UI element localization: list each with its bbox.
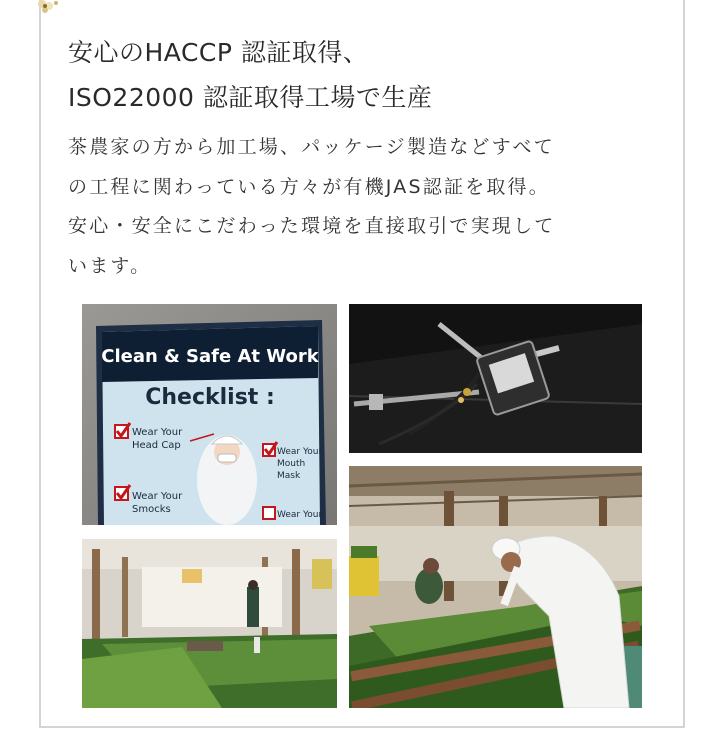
sign-item-3: Wear Your — [277, 447, 323, 457]
sign-title: Clean & Safe At Work — [101, 346, 319, 367]
sign-item-6: Wear Your — [132, 491, 183, 502]
description-text — [68, 128, 668, 286]
sign-subtitle: Checklist : — [145, 385, 275, 410]
sign-item-4: Mouth — [277, 459, 306, 469]
sign-item-7: Smocks — [132, 504, 171, 515]
section-heading — [68, 30, 668, 120]
heading-line-2: ISO22000 認証取得工場で生産 — [68, 83, 433, 112]
tea-withering-room-photo — [82, 539, 337, 708]
flower-decoration — [28, 0, 68, 18]
tea-factory-worker-photo — [349, 466, 642, 708]
description-line-4: います。 — [68, 254, 152, 277]
sign-item-5: Mask — [277, 471, 301, 481]
sign-item-2: Head Cap — [132, 440, 181, 451]
checklist-sign-photo — [82, 304, 337, 525]
sign-item-8: Wear Your — [277, 510, 323, 520]
sign-item-1: Wear Your — [132, 427, 183, 438]
description-line-3: 安心・安全にこだわった環境を直接取引で実現して — [68, 215, 556, 237]
description-line-1: 茶農家の方から加工場、パッケージ製造などすべて — [68, 136, 555, 158]
printer-machine-photo — [349, 304, 642, 453]
description-line-2: の工程に関わっている方々が有機JAS認証を取得。 — [68, 175, 550, 198]
heading-line-1: 安心のHACCP 認証取得、 — [68, 38, 369, 67]
